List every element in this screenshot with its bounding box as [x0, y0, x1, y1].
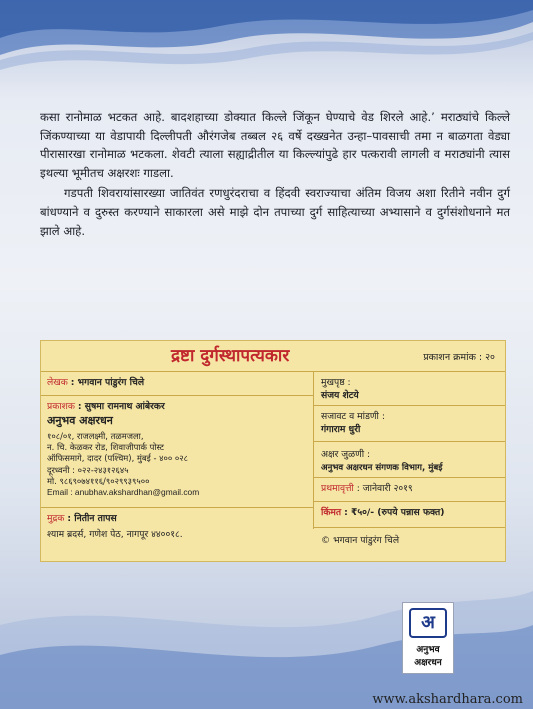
author-row [47, 377, 144, 390]
top-wave-decoration [0, 0, 533, 95]
edition-row [321, 483, 413, 496]
author-label: लेखक [47, 377, 68, 388]
address-line: दूरध्वनी : ०२२-२४३१२६४५ [47, 464, 129, 475]
edition-label: प्रथमावृत्ती [321, 483, 354, 494]
copyright: © भगवान पांडुरंग चिले [321, 535, 400, 546]
cover-value: संजय शेटये [321, 390, 359, 401]
printer-address: श्याम ब्रदर्स, गणेश पेठ, नागपूर ४४००१८. [47, 529, 183, 540]
body-text [40, 108, 510, 240]
address-line: न. चि. केळकर रोड, शिवाजीपार्क पोस्ट [47, 442, 164, 453]
divider [41, 395, 313, 396]
publisher-org: अनुभव अक्षरधन [47, 414, 113, 427]
paragraph-2: गडपती शिवरायांसारख्या जातिवंत रणधुरंदराचा व हिंदवी स्वराज्याचा अंतिम विजय अशा रितीने नवीन दुर्ग बांधण्याने व दुरुस्त करण्याने साकारला असे माझे दोन तपाच्या दुर्ग साहित्याच्या अभ्यासाने व दुर्गसंशोधनाने मत झाले आहे. [40, 186, 510, 238]
divider [41, 371, 505, 372]
book-title: द्रष्टा दुर्गस्थापत्यकार [171, 346, 290, 366]
divider [313, 441, 505, 442]
publisher-logo [402, 602, 454, 674]
publisher-row [47, 401, 165, 414]
author-value: : भगवान पांडुरंग चिले [70, 377, 145, 388]
printer-label: मुद्रक [47, 513, 65, 524]
typeset-label: अक्षर जुळणी : [321, 449, 371, 460]
publication-serial: प्रकाशन क्रमांक : २० [423, 352, 495, 363]
layout-value: गंगाराम धुरी [321, 424, 361, 435]
layout-label: सजावट व मांडणी : [321, 411, 385, 422]
publisher-address [47, 431, 199, 498]
publisher-label: प्रकाशक [47, 401, 75, 412]
publisher-value: : सुषमा रामनाथ आंबेरकर [77, 401, 165, 412]
divider [313, 477, 505, 478]
printer-row [47, 513, 117, 526]
edition-value: : जानेवारी २०१९ [356, 483, 413, 494]
paragraph-1: कसा रानोमाळ भटकत आहे. बादशहाच्या डोक्यात किल्ले जिंकून घेण्याचे वेड शिरले आहे.’ मराठ्यांचे किल्ले जिंकण्याच्या या वेडापायी दिल्लीपती औरंगजेब तब्बल २६ वर्षे दख्खनेत उन्हा–पावसाची तमा न बाळगता वेड्या पीरासारखा रानोमाळ भटकला. शेवटी त्याला सह्याद्रीतील या किल्ल्यांपुढे हार पत्करावी लागली व मराठ्यांनी त्यास इथल्या भूमीतच अक्षरशः गाडला. [40, 110, 510, 180]
price-row [321, 507, 444, 520]
address-line: १०८/०१, राजलक्ष्मी, तळमजला, [47, 431, 144, 441]
watermark-url: www.akshardhara.com [372, 692, 523, 707]
typeset-value: अनुभव अक्षरधन संगणक विभाग, मुंबई [321, 463, 443, 473]
logo-mark: अ [409, 608, 447, 638]
divider [313, 527, 505, 528]
divider [313, 501, 505, 502]
address-line: मो. ९८६९०७४११६/९०२९९३९५०० [47, 475, 150, 486]
price-value: : ₹५०/- (रुपये पन्नास फक्त) [344, 507, 445, 518]
divider [41, 507, 313, 508]
vertical-divider [313, 371, 314, 529]
cover-label: मुखपृष्ठ : [321, 377, 351, 388]
divider [313, 405, 505, 406]
logo-line-2: अक्षरधन [414, 658, 442, 668]
address-line: ऑफिसमागे, दादर (पश्चिम), मुंबई - ४०० ०२८ [47, 453, 188, 464]
email-line: Email : anubhav.akshardhan@gmail.com [47, 487, 200, 498]
logo-line-1: अनुभव [416, 645, 440, 655]
printer-value: : नितीन तापस [67, 513, 117, 524]
colophon-box [40, 340, 506, 562]
price-label: किंमत [321, 507, 342, 518]
